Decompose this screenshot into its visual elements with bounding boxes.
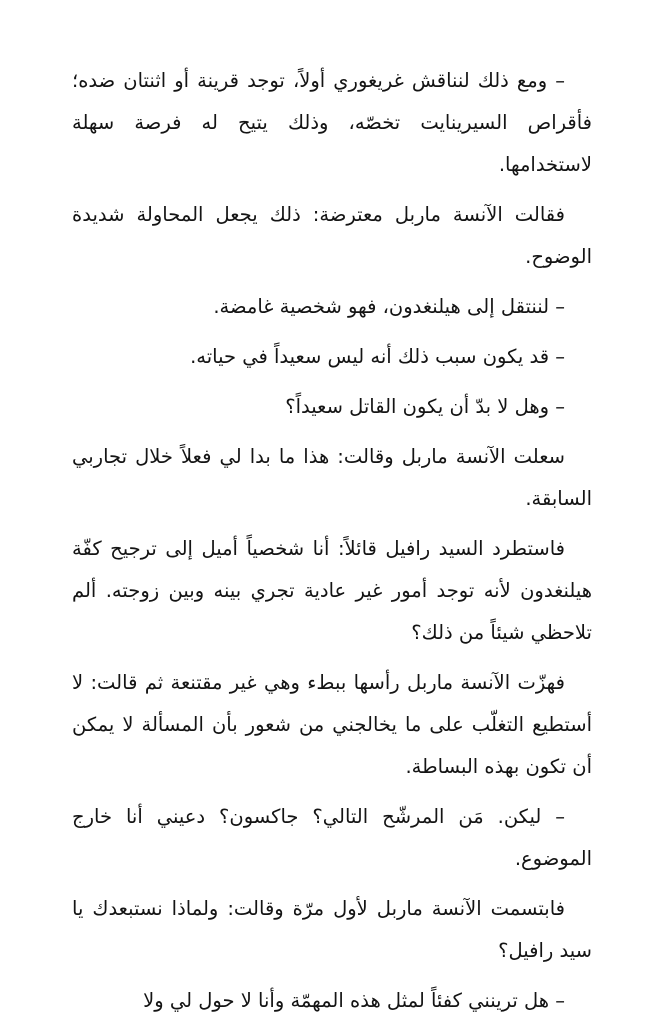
paragraph: – وهل لا بدّ أن يكون القاتل سعيداً؟	[285, 395, 565, 418]
paragraph: فابتسمت الآنسة ماربل لأول مرّة وقالت: ولماذا نستبعدك يا سيد رافيل؟	[72, 897, 592, 962]
document-page	[72, 60, 592, 1022]
paragraph: سعلت الآنسة ماربل وقالت: هذا ما بدا لي فعلاً خلال تجاربي السابقة.	[72, 445, 592, 510]
paragraph: – لننتقل إلى هيلنغدون، فهو شخصية غامضة.	[213, 295, 565, 318]
paragraph: فهزّت الآنسة ماربل رأسها ببطء وهي غير مقتنعة ثم قالت: لا أستطيع التغلّب على ما يخالجني من شعور بأن المسألة لا يمكن أن تكون بهذه البساطة.	[72, 671, 592, 778]
paragraph: – هل ترينني كفئاً لمثل هذه المهمّة وأنا لا حول لي ولا	[143, 989, 565, 1012]
paragraph: فقالت الآنسة ماربل معترضة: ذلك يجعل المحاولة شديدة الوضوح.	[72, 203, 592, 268]
paragraph: – قد يكون سبب ذلك أنه ليس سعيداً في حياته.	[190, 345, 565, 368]
paragraph: فاستطرد السيد رافيل قائلاً: أنا شخصياً أميل إلى ترجيح كفّة هيلنغدون لأنه توجد أمور غير عادية تجري بينه وبين زوجته. ألم تلاحظي شيئاً من ذلك؟	[72, 537, 592, 644]
paragraph: – ليكن. مَن المرشّح التالي؟ جاكسون؟ دعيني أنا خارج الموضوع.	[72, 805, 592, 870]
paragraph: – ومع ذلك لنناقش غريغوري أولاً، توجد قرينة أو اثنتان ضده؛ فأقراص السيرينايت تخصّه، وذلك يتيح له فرصة سهلة لاستخدامها.	[72, 69, 592, 176]
